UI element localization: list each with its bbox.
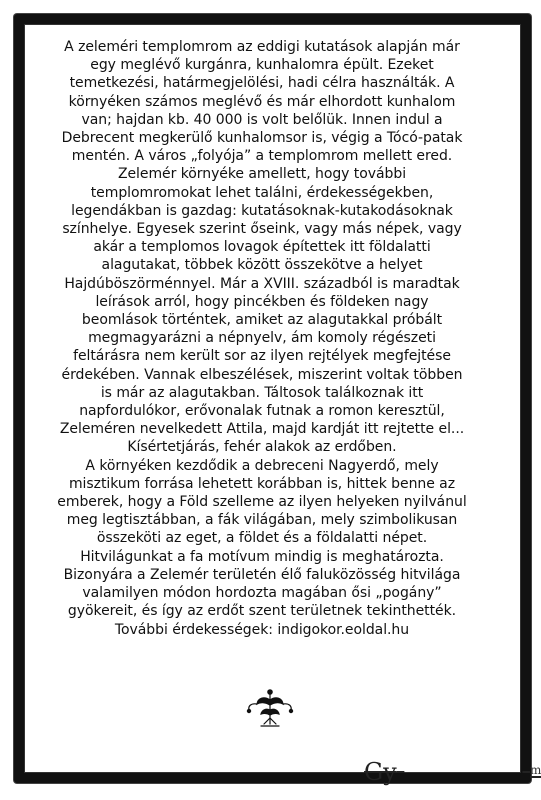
text-line: van; hajdan kb. 40 000 is volt belőlük. Innen indul a	[81, 111, 443, 128]
text-line: Zeleméren nevelkedett Attila, majd kardját itt rejtette el...	[59, 421, 465, 438]
text-line: emberek, hogy a Föld szelleme az ilyen helyeken nyilvánul	[57, 494, 467, 511]
text-line: Hitvilágunkat a fa motívum mindig is meghatározta.	[80, 548, 444, 565]
text-line: megmagyarázni a népnyelv, ám komoly régészeti	[88, 330, 436, 347]
text-line: gyökereit, és így az erdőt szent területnek tekinthették.	[67, 603, 457, 620]
text-line: A környéken kezdődik a debreceni Nagyerdő, mely	[85, 457, 439, 474]
text-line: templomromokat lehet találni, érdekességekben,	[90, 184, 434, 201]
text-line: A zeleméri templomrom az eddigi kutatások alapján már	[64, 39, 460, 55]
text-line: alagutakat, többek között összekötve a helyet	[101, 257, 423, 274]
text-line: valamilyen módon hordozta magában ősi „pogány”	[82, 585, 442, 602]
text-line: legendákban is gazdag: kutatásoknak-kutakodásoknak	[71, 202, 453, 219]
watermark-main: Gy	[364, 758, 397, 786]
text-line: leírások arról, hogy pincékben és földeken nagy	[95, 293, 429, 310]
text-line: További érdekességek: indigokor.eoldal.hu	[114, 621, 410, 638]
text-line: színhelye. Egyesek szerint őseink, vagy más népek, vagy	[62, 221, 462, 238]
text-line: Bizonyára a Zelemér területén élő faluközösség hitvilága	[63, 566, 461, 583]
text-line: misztikum forrása lehetett korábban is, hittek benne az	[68, 475, 456, 492]
watermark-suffix: m	[530, 763, 541, 777]
text-line: beomlások történtek, amiket az alagutakkal próbált	[81, 312, 443, 329]
text-line: Kísértetjárás, fehér alakok az erdőben.	[127, 439, 397, 456]
text-line: akár a templomos lovagok építettek itt földalatti	[93, 239, 431, 256]
floral-ornament-icon	[245, 688, 295, 730]
text-line: Hajdúböszörménnyel. Már a XVIII. századból is maradtak	[64, 275, 460, 292]
text-line: érdekében. Vannak elbeszélések, miszerint voltak többen	[61, 366, 463, 383]
text-line: meg legtisztábban, a fák világában, mely szimbolikusan	[66, 512, 458, 529]
text-line: napfordulókor, erővonalak futnak a romon keresztül,	[79, 403, 445, 420]
text-line: környéken számos meglévő és már elhordott kunhalom	[68, 93, 456, 110]
text-line: mentén. A város „folyója” a templomrom mellett ered.	[71, 148, 453, 165]
text-line: egy meglévő kurgánra, kunhalomra épült. Ezeket	[90, 57, 434, 74]
text-line: feltárásra nem került sor az ilyen rejtélyek megfejtése	[73, 348, 451, 365]
text-line: is már az alagutakban. Táltosok találkoznak itt	[100, 384, 424, 401]
text-line: Zelemér környéke amellett, hogy további	[117, 166, 407, 183]
text-line: Debrecent megkerülő kunhalomsor is, végig a Tócó-patak	[61, 130, 463, 147]
text-line: összeköti az eget, a földet és a földalatti népet.	[96, 530, 428, 547]
article-text	[28, 38, 496, 639]
text-line: temetkezési, határmegjelölési, hadi célra használták. A	[69, 75, 455, 92]
watermark-text	[364, 758, 540, 798]
